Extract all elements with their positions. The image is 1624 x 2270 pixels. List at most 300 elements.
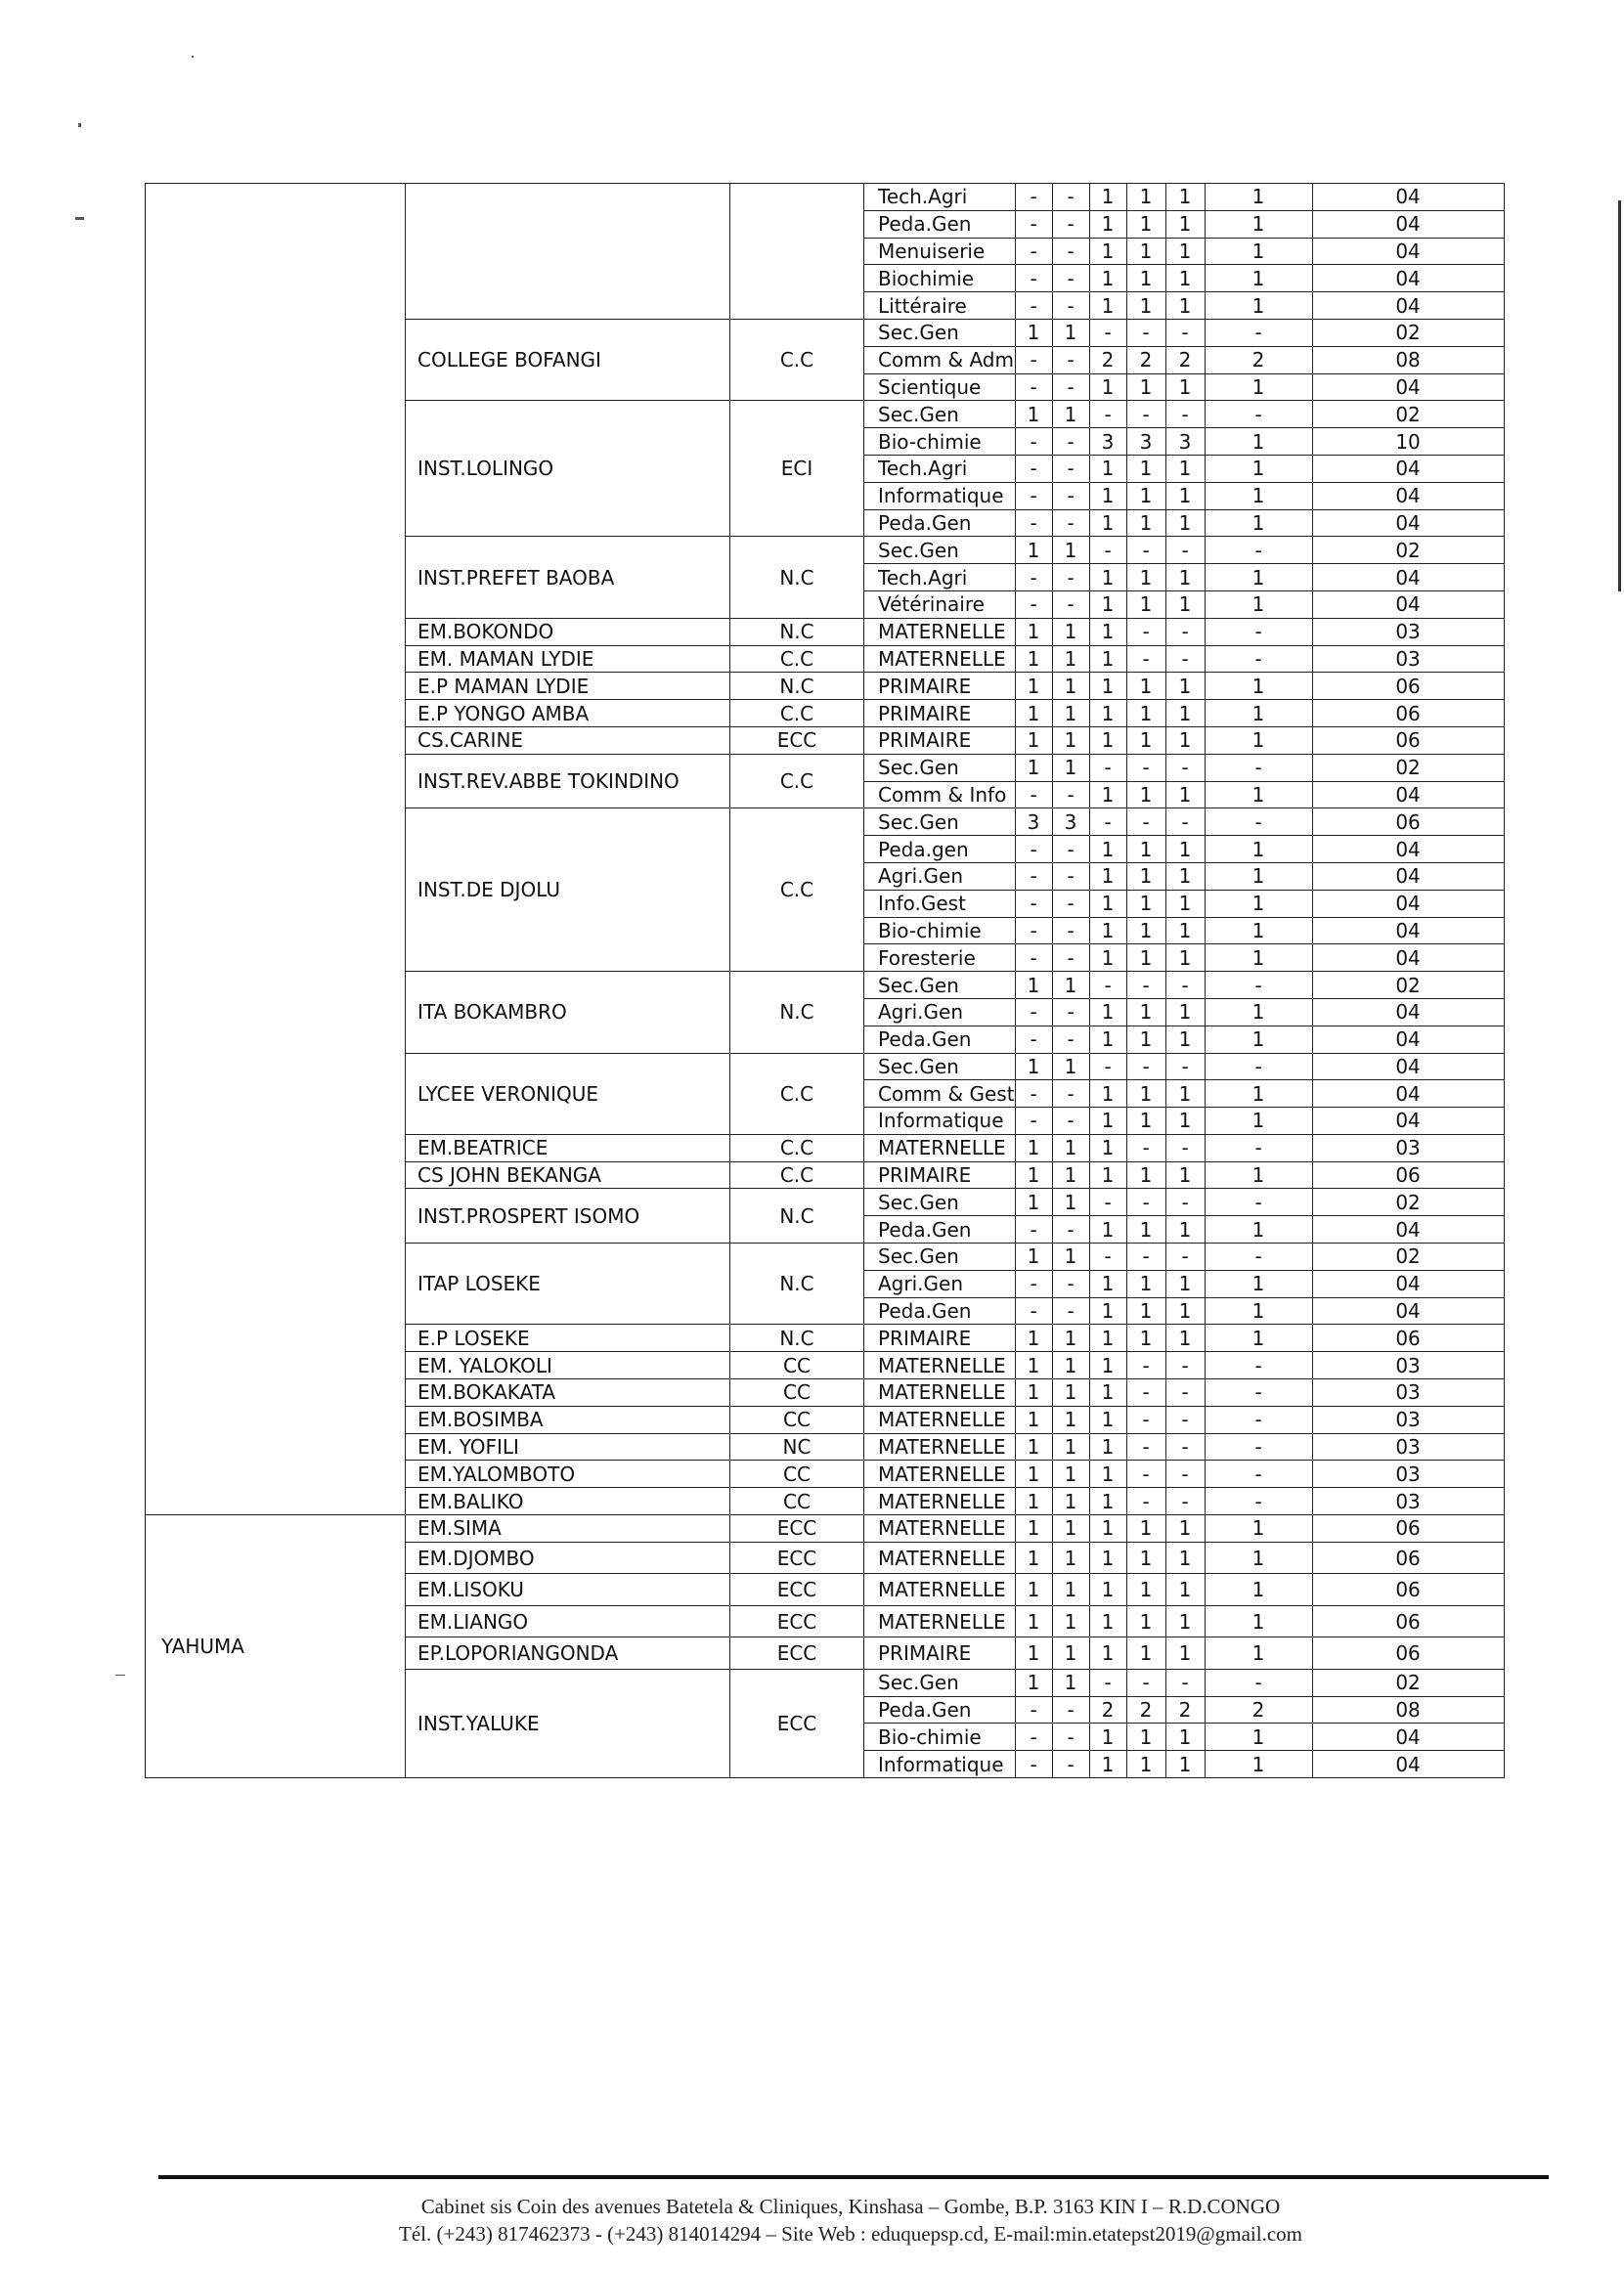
- scan-speck: [115, 1675, 125, 1676]
- count-cell: 1: [1089, 1461, 1126, 1488]
- count-cell: -: [1052, 944, 1089, 972]
- count-cell: 1: [1052, 1605, 1089, 1637]
- count-cell: 2: [1126, 1696, 1165, 1724]
- count-cell: 1: [1089, 890, 1126, 917]
- count-cell: 1: [1089, 1515, 1126, 1543]
- count-cell: 1: [1089, 373, 1126, 401]
- count-cell: -: [1205, 1352, 1312, 1379]
- total-cell: 04: [1312, 917, 1504, 944]
- count-cell: 1: [1165, 998, 1205, 1026]
- total-cell: 02: [1312, 754, 1504, 781]
- school-status-cell: N.C: [730, 537, 864, 618]
- count-cell: 1: [1126, 210, 1165, 238]
- school-name-cell: E.P MAMAN LYDIE: [406, 673, 730, 700]
- count-cell: 1: [1015, 1352, 1052, 1379]
- scan-speck: [75, 217, 84, 220]
- count-cell: -: [1089, 537, 1126, 564]
- option-cell: Agri.Gen: [864, 998, 1016, 1026]
- count-cell: 1: [1089, 564, 1126, 591]
- count-cell: -: [1015, 862, 1052, 890]
- total-cell: 03: [1312, 1433, 1504, 1461]
- count-cell: -: [1052, 238, 1089, 265]
- school-status-cell: ECC: [730, 1574, 864, 1606]
- count-cell: 1: [1015, 537, 1052, 564]
- school-name-cell: LYCEE VERONIQUE: [406, 1053, 730, 1134]
- count-cell: 1: [1089, 482, 1126, 509]
- option-cell: MATERNELLE: [864, 1574, 1016, 1606]
- school-status-cell: C.C: [730, 645, 864, 673]
- count-cell: 1: [1165, 238, 1205, 265]
- count-cell: 1: [1126, 726, 1165, 754]
- count-cell: -: [1015, 292, 1052, 320]
- school-name-cell: INST.LOLINGO: [406, 401, 730, 537]
- count-cell: -: [1052, 590, 1089, 618]
- count-cell: 1: [1205, 1297, 1312, 1325]
- count-cell: -: [1205, 1244, 1312, 1271]
- option-cell: MATERNELLE: [864, 1461, 1016, 1488]
- count-cell: 1: [1205, 1270, 1312, 1297]
- school-status-cell: ECC: [730, 1669, 864, 1777]
- option-cell: MATERNELLE: [864, 1379, 1016, 1407]
- count-cell: 1: [1205, 1751, 1312, 1778]
- count-cell: -: [1205, 1461, 1312, 1488]
- total-cell: 08: [1312, 346, 1504, 373]
- option-cell: Comm & Info: [864, 781, 1016, 808]
- count-cell: 1: [1052, 1379, 1089, 1407]
- school-name-cell: EM. YALOKOLI: [406, 1352, 730, 1379]
- total-cell: 06: [1312, 673, 1504, 700]
- count-cell: 1: [1165, 673, 1205, 700]
- count-cell: 1: [1165, 1108, 1205, 1135]
- total-cell: 06: [1312, 1605, 1504, 1637]
- count-cell: 1: [1089, 590, 1126, 618]
- count-cell: 1: [1089, 1216, 1126, 1244]
- count-cell: -: [1015, 238, 1052, 265]
- count-cell: -: [1015, 184, 1052, 211]
- count-cell: 2: [1165, 1696, 1205, 1724]
- count-cell: 1: [1052, 1433, 1089, 1461]
- count-cell: 1: [1205, 509, 1312, 537]
- count-cell: 1: [1205, 292, 1312, 320]
- count-cell: -: [1205, 1433, 1312, 1461]
- count-cell: 1: [1165, 1605, 1205, 1637]
- count-cell: 3: [1165, 428, 1205, 456]
- total-cell: 06: [1312, 1542, 1504, 1574]
- count-cell: -: [1052, 781, 1089, 808]
- count-cell: 1: [1205, 1080, 1312, 1108]
- count-cell: -: [1089, 754, 1126, 781]
- count-cell: 1: [1015, 726, 1052, 754]
- count-cell: 1: [1165, 917, 1205, 944]
- total-cell: 06: [1312, 1637, 1504, 1670]
- total-cell: 04: [1312, 1026, 1504, 1053]
- count-cell: 1: [1015, 1637, 1052, 1670]
- count-cell: 1: [1165, 1574, 1205, 1606]
- count-cell: -: [1015, 455, 1052, 482]
- option-cell: Peda.gen: [864, 836, 1016, 863]
- count-cell: 1: [1205, 265, 1312, 292]
- count-cell: 1: [1089, 1433, 1126, 1461]
- count-cell: 1: [1126, 1515, 1165, 1543]
- count-cell: -: [1015, 1216, 1052, 1244]
- count-cell: 1: [1126, 564, 1165, 591]
- count-cell: 1: [1015, 401, 1052, 428]
- school-name-cell: [406, 184, 730, 320]
- total-cell: 03: [1312, 1352, 1504, 1379]
- school-name-cell: EM.BEATRICE: [406, 1134, 730, 1161]
- school-name-cell: EM.BOKONDO: [406, 618, 730, 645]
- count-cell: -: [1089, 1244, 1126, 1271]
- count-cell: 1: [1126, 1270, 1165, 1297]
- count-cell: -: [1015, 346, 1052, 373]
- total-cell: 06: [1312, 808, 1504, 836]
- count-cell: 1: [1089, 184, 1126, 211]
- total-cell: 02: [1312, 1669, 1504, 1696]
- option-cell: MATERNELLE: [864, 618, 1016, 645]
- total-cell: 02: [1312, 972, 1504, 999]
- option-cell: Sec.Gen: [864, 1669, 1016, 1696]
- school-name-cell: CS JOHN BEKANGA: [406, 1161, 730, 1189]
- count-cell: 1: [1165, 590, 1205, 618]
- count-cell: -: [1126, 1053, 1165, 1080]
- count-cell: 1: [1126, 590, 1165, 618]
- count-cell: -: [1052, 862, 1089, 890]
- count-cell: 1: [1205, 781, 1312, 808]
- count-cell: -: [1052, 1080, 1089, 1108]
- count-cell: -: [1126, 972, 1165, 999]
- count-cell: 1: [1015, 754, 1052, 781]
- option-cell: Sec.Gen: [864, 319, 1016, 346]
- count-cell: 1: [1089, 645, 1126, 673]
- count-cell: -: [1015, 836, 1052, 863]
- count-cell: -: [1205, 1379, 1312, 1407]
- option-cell: Informatique: [864, 482, 1016, 509]
- count-cell: 1: [1089, 998, 1126, 1026]
- count-cell: -: [1015, 781, 1052, 808]
- count-cell: 1: [1126, 781, 1165, 808]
- school-name-cell: ITA BOKAMBRO: [406, 972, 730, 1053]
- total-cell: 06: [1312, 1574, 1504, 1606]
- count-cell: 1: [1205, 673, 1312, 700]
- count-cell: 1: [1205, 1325, 1312, 1352]
- option-cell: Sec.Gen: [864, 1244, 1016, 1271]
- count-cell: -: [1052, 210, 1089, 238]
- count-cell: 1: [1052, 1574, 1089, 1606]
- count-cell: -: [1015, 1026, 1052, 1053]
- count-cell: -: [1052, 1026, 1089, 1053]
- option-cell: PRIMAIRE: [864, 1637, 1016, 1670]
- school-status-cell: ECI: [730, 401, 864, 537]
- count-cell: -: [1052, 1216, 1089, 1244]
- count-cell: 1: [1052, 1189, 1089, 1216]
- count-cell: -: [1126, 808, 1165, 836]
- count-cell: -: [1165, 1488, 1205, 1515]
- school-status-cell: C.C: [730, 1134, 864, 1161]
- count-cell: 1: [1165, 509, 1205, 537]
- total-cell: 03: [1312, 1134, 1504, 1161]
- count-cell: 2: [1205, 346, 1312, 373]
- option-cell: MATERNELLE: [864, 1433, 1016, 1461]
- total-cell: 02: [1312, 319, 1504, 346]
- option-cell: Sec.Gen: [864, 1189, 1016, 1216]
- school-status-cell: C.C: [730, 319, 864, 400]
- total-cell: 02: [1312, 537, 1504, 564]
- schools-table: [145, 183, 1505, 1778]
- count-cell: 1: [1205, 1605, 1312, 1637]
- total-cell: 04: [1312, 944, 1504, 972]
- count-cell: 1: [1165, 482, 1205, 509]
- count-cell: 1: [1089, 1270, 1126, 1297]
- count-cell: 1: [1015, 1433, 1052, 1461]
- count-cell: -: [1015, 210, 1052, 238]
- count-cell: -: [1205, 618, 1312, 645]
- count-cell: 1: [1052, 1461, 1089, 1488]
- total-cell: 04: [1312, 1751, 1504, 1778]
- count-cell: 1: [1126, 1026, 1165, 1053]
- count-cell: -: [1165, 1352, 1205, 1379]
- count-cell: 1: [1205, 700, 1312, 727]
- count-cell: -: [1052, 1696, 1089, 1724]
- count-cell: 1: [1089, 265, 1126, 292]
- option-cell: PRIMAIRE: [864, 1325, 1016, 1352]
- option-cell: Comm & Gest: [864, 1080, 1016, 1108]
- count-cell: 1: [1205, 836, 1312, 863]
- count-cell: 1: [1205, 455, 1312, 482]
- count-cell: -: [1015, 1108, 1052, 1135]
- count-cell: 1: [1015, 1379, 1052, 1407]
- count-cell: -: [1165, 618, 1205, 645]
- total-cell: 04: [1312, 210, 1504, 238]
- count-cell: -: [1015, 917, 1052, 944]
- option-cell: Scientique: [864, 373, 1016, 401]
- count-cell: 2: [1089, 346, 1126, 373]
- count-cell: 1: [1165, 1270, 1205, 1297]
- count-cell: 1: [1089, 238, 1126, 265]
- count-cell: -: [1126, 1669, 1165, 1696]
- count-cell: 1: [1089, 1297, 1126, 1325]
- count-cell: 1: [1205, 184, 1312, 211]
- option-cell: Peda.Gen: [864, 509, 1016, 537]
- count-cell: -: [1126, 401, 1165, 428]
- count-cell: 1: [1165, 890, 1205, 917]
- scan-edge-mark: [1618, 200, 1621, 591]
- table-row: [146, 184, 1505, 211]
- option-cell: Littéraire: [864, 292, 1016, 320]
- count-cell: 1: [1205, 944, 1312, 972]
- school-name-cell: INST.PROSPERT ISOMO: [406, 1189, 730, 1244]
- total-cell: 04: [1312, 1216, 1504, 1244]
- count-cell: -: [1089, 1189, 1126, 1216]
- total-cell: 04: [1312, 781, 1504, 808]
- count-cell: -: [1052, 346, 1089, 373]
- school-status-cell: C.C: [730, 1053, 864, 1134]
- count-cell: -: [1015, 482, 1052, 509]
- school-status-cell: N.C: [730, 618, 864, 645]
- total-cell: 02: [1312, 401, 1504, 428]
- count-cell: 2: [1126, 346, 1165, 373]
- count-cell: 1: [1015, 972, 1052, 999]
- count-cell: 1: [1052, 618, 1089, 645]
- school-status-cell: CC: [730, 1406, 864, 1433]
- school-name-cell: CS.CARINE: [406, 726, 730, 754]
- count-cell: 1: [1015, 1605, 1052, 1637]
- option-cell: MATERNELLE: [864, 1515, 1016, 1543]
- count-cell: -: [1015, 1696, 1052, 1724]
- count-cell: 1: [1089, 673, 1126, 700]
- count-cell: 1: [1015, 700, 1052, 727]
- count-cell: 1: [1089, 836, 1126, 863]
- count-cell: -: [1015, 1751, 1052, 1778]
- count-cell: -: [1052, 836, 1089, 863]
- option-cell: PRIMAIRE: [864, 1161, 1016, 1189]
- count-cell: 1: [1015, 1325, 1052, 1352]
- total-cell: 04: [1312, 238, 1504, 265]
- school-status-cell: N.C: [730, 1189, 864, 1244]
- count-cell: -: [1126, 1488, 1165, 1515]
- count-cell: -: [1052, 509, 1089, 537]
- count-cell: -: [1052, 564, 1089, 591]
- count-cell: -: [1015, 998, 1052, 1026]
- count-cell: -: [1165, 1244, 1205, 1271]
- school-status-cell: ECC: [730, 1542, 864, 1574]
- table-row: [146, 1515, 1505, 1543]
- count-cell: 1: [1165, 700, 1205, 727]
- count-cell: -: [1052, 428, 1089, 456]
- count-cell: -: [1052, 292, 1089, 320]
- count-cell: 1: [1089, 1406, 1126, 1433]
- total-cell: 03: [1312, 618, 1504, 645]
- count-cell: 1: [1126, 1637, 1165, 1670]
- count-cell: -: [1015, 1724, 1052, 1751]
- count-cell: 1: [1052, 1161, 1089, 1189]
- count-cell: -: [1015, 265, 1052, 292]
- total-cell: 04: [1312, 1108, 1504, 1135]
- count-cell: 1: [1205, 726, 1312, 754]
- count-cell: 1: [1205, 890, 1312, 917]
- count-cell: 1: [1165, 1325, 1205, 1352]
- count-cell: 1: [1165, 1297, 1205, 1325]
- count-cell: 1: [1089, 1574, 1126, 1606]
- count-cell: -: [1126, 1352, 1165, 1379]
- count-cell: -: [1052, 1270, 1089, 1297]
- count-cell: 1: [1089, 1080, 1126, 1108]
- count-cell: -: [1126, 319, 1165, 346]
- option-cell: Agri.Gen: [864, 862, 1016, 890]
- count-cell: 1: [1089, 1352, 1126, 1379]
- count-cell: -: [1165, 1134, 1205, 1161]
- count-cell: -: [1015, 890, 1052, 917]
- total-cell: 08: [1312, 1696, 1504, 1724]
- count-cell: 1: [1126, 265, 1165, 292]
- count-cell: 1: [1126, 238, 1165, 265]
- option-cell: Peda.Gen: [864, 1216, 1016, 1244]
- option-cell: Informatique: [864, 1751, 1016, 1778]
- count-cell: 1: [1015, 1053, 1052, 1080]
- count-cell: 1: [1089, 1637, 1126, 1670]
- count-cell: 1: [1126, 1108, 1165, 1135]
- count-cell: 1: [1015, 1134, 1052, 1161]
- school-name-cell: INST.YALUKE: [406, 1669, 730, 1777]
- school-name-cell: E.P YONGO AMBA: [406, 700, 730, 727]
- school-name-cell: EM.BOSIMBA: [406, 1406, 730, 1433]
- school-name-cell: EM.BOKAKATA: [406, 1379, 730, 1407]
- count-cell: -: [1089, 1669, 1126, 1696]
- count-cell: 1: [1126, 700, 1165, 727]
- count-cell: 1: [1165, 564, 1205, 591]
- count-cell: 1: [1089, 1488, 1126, 1515]
- school-status-cell: [730, 184, 864, 320]
- count-cell: -: [1205, 1189, 1312, 1216]
- option-cell: Foresterie: [864, 944, 1016, 972]
- count-cell: 1: [1052, 645, 1089, 673]
- count-cell: 1: [1165, 292, 1205, 320]
- count-cell: 2: [1205, 1696, 1312, 1724]
- count-cell: -: [1089, 972, 1126, 999]
- school-name-cell: EP.LOPORIANGONDA: [406, 1637, 730, 1670]
- option-cell: Menuiserie: [864, 238, 1016, 265]
- school-name-cell: EM. YOFILI: [406, 1433, 730, 1461]
- total-cell: 04: [1312, 590, 1504, 618]
- school-name-cell: ITAP LOSEKE: [406, 1244, 730, 1325]
- count-cell: 1: [1126, 673, 1165, 700]
- count-cell: -: [1015, 1080, 1052, 1108]
- count-cell: 1: [1165, 184, 1205, 211]
- count-cell: -: [1165, 1053, 1205, 1080]
- school-status-cell: ECC: [730, 726, 864, 754]
- school-status-cell: ECC: [730, 1605, 864, 1637]
- total-cell: 02: [1312, 1189, 1504, 1216]
- total-cell: 03: [1312, 645, 1504, 673]
- count-cell: 1: [1165, 1724, 1205, 1751]
- total-cell: 03: [1312, 1379, 1504, 1407]
- option-cell: Sec.Gen: [864, 537, 1016, 564]
- count-cell: 1: [1089, 1108, 1126, 1135]
- count-cell: 1: [1205, 917, 1312, 944]
- count-cell: 1: [1126, 944, 1165, 972]
- count-cell: 1: [1126, 509, 1165, 537]
- count-cell: 1: [1126, 1724, 1165, 1751]
- option-cell: PRIMAIRE: [864, 673, 1016, 700]
- count-cell: 1: [1165, 1637, 1205, 1670]
- count-cell: -: [1205, 808, 1312, 836]
- school-name-cell: EM.SIMA: [406, 1515, 730, 1543]
- count-cell: 1: [1205, 1161, 1312, 1189]
- option-cell: Tech.Agri: [864, 455, 1016, 482]
- count-cell: -: [1052, 373, 1089, 401]
- school-status-cell: ECC: [730, 1515, 864, 1543]
- count-cell: -: [1205, 537, 1312, 564]
- count-cell: 1: [1165, 1751, 1205, 1778]
- total-cell: 04: [1312, 890, 1504, 917]
- count-cell: -: [1015, 590, 1052, 618]
- count-cell: -: [1052, 482, 1089, 509]
- count-cell: 1: [1052, 972, 1089, 999]
- count-cell: -: [1165, 1669, 1205, 1696]
- school-status-cell: C.C: [730, 700, 864, 727]
- count-cell: 1: [1015, 673, 1052, 700]
- count-cell: -: [1165, 1406, 1205, 1433]
- count-cell: 1: [1089, 1134, 1126, 1161]
- school-status-cell: C.C: [730, 754, 864, 808]
- count-cell: 1: [1052, 1325, 1089, 1352]
- footer-address: Cabinet sis Coin des avenues Batetela & Cliniques, Kinshasa – Gombe, B.P. 3163 KIN I – R.D.CONGO: [420, 2195, 1281, 2218]
- count-cell: -: [1126, 618, 1165, 645]
- count-cell: 1: [1205, 1515, 1312, 1543]
- count-cell: -: [1015, 564, 1052, 591]
- count-cell: 1: [1089, 1026, 1126, 1053]
- count-cell: 1: [1015, 1161, 1052, 1189]
- total-cell: 04: [1312, 1297, 1504, 1325]
